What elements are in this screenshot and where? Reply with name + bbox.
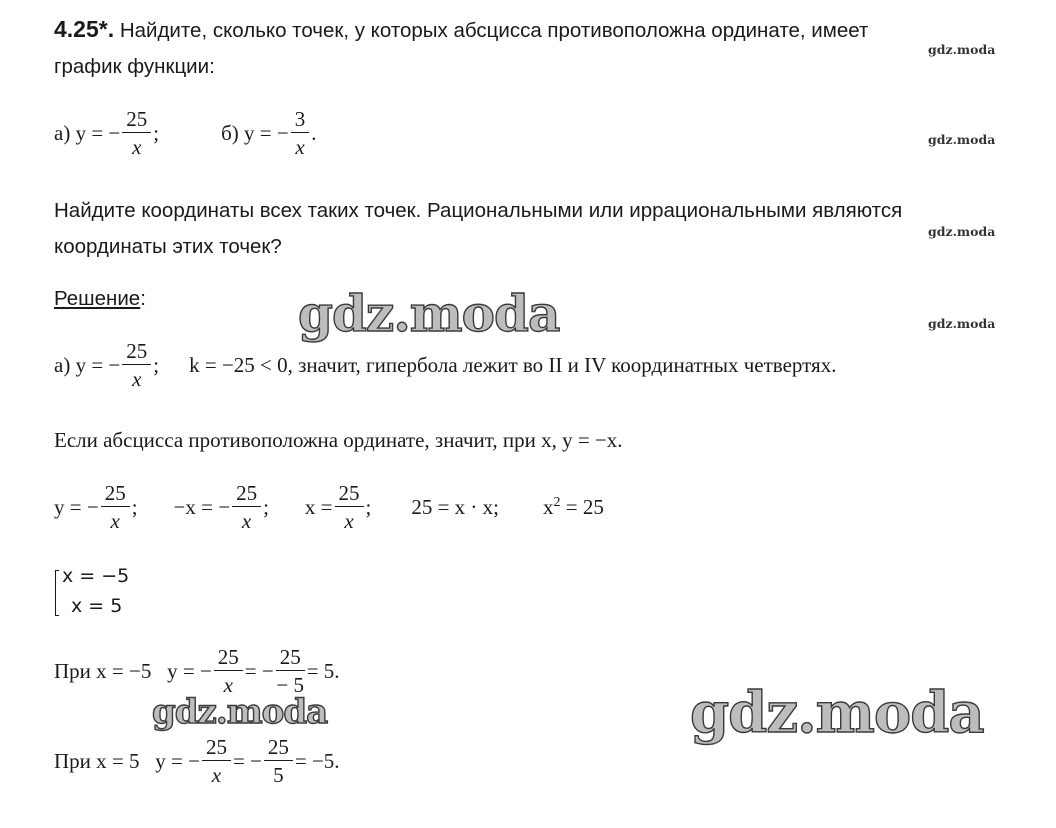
equation-1-end: ; bbox=[131, 494, 138, 519]
case-2-end: = −5. bbox=[294, 748, 340, 773]
root-2: x = 5 bbox=[71, 595, 123, 617]
solution-a-label: а) y = − bbox=[54, 352, 121, 377]
solution-a-line bbox=[54, 340, 836, 390]
solution-condition: Если абсцисса противоположна ординате, значит, при x, y = −x. bbox=[54, 428, 623, 452]
fraction-numerator: 25 bbox=[276, 646, 305, 671]
roots-bracket bbox=[55, 570, 59, 616]
fraction-denominator: − 5 bbox=[276, 673, 305, 698]
fraction-numerator: 25 bbox=[122, 108, 151, 133]
fraction-numerator: 25 bbox=[202, 736, 231, 761]
equation-1-fraction bbox=[101, 482, 130, 532]
fraction-denominator: x bbox=[223, 673, 233, 698]
solution-equations bbox=[54, 482, 604, 532]
case-2-prefix: При x = 5 y = − bbox=[54, 748, 200, 773]
solution-a-fraction bbox=[122, 340, 151, 390]
case-2-fraction-2 bbox=[264, 736, 293, 786]
equation-2-prefix: −x = − bbox=[173, 494, 231, 519]
watermark-small: gdz.moda bbox=[928, 132, 996, 147]
case-2-middle: = − bbox=[232, 748, 262, 773]
fraction-denominator: x bbox=[295, 135, 305, 160]
case-1-line bbox=[54, 646, 340, 696]
fraction-numerator: 25 bbox=[264, 736, 293, 761]
question-line-2: координаты этих точек? bbox=[54, 235, 282, 258]
case-2-line bbox=[54, 736, 340, 786]
fraction-numerator: 25 bbox=[101, 482, 130, 507]
solution-a-k-text: k = −25 < 0, значит, гипербола лежит во II и IV координатных четвертях. bbox=[189, 352, 837, 377]
equation-3-prefix: x = bbox=[304, 494, 333, 519]
case-1-prefix: При x = −5 y = − bbox=[54, 658, 212, 683]
fraction-denominator: x bbox=[241, 509, 252, 534]
equation-3-fraction bbox=[335, 482, 364, 532]
fraction-denominator: x bbox=[110, 509, 120, 534]
equation-5-base: x bbox=[543, 494, 554, 519]
case-2-fraction-1 bbox=[202, 736, 231, 786]
root-1: x = −5 bbox=[62, 565, 130, 587]
watermark-big: gdz.moda bbox=[690, 680, 984, 746]
option-a-fraction bbox=[122, 108, 151, 158]
case-1-middle: = − bbox=[244, 658, 274, 683]
equation-5-rest: = 25 bbox=[565, 494, 604, 519]
option-b-end: . bbox=[311, 120, 317, 145]
solution-heading-text: Решение bbox=[54, 287, 141, 310]
fraction-numerator: 3 bbox=[291, 108, 310, 133]
fraction-denominator: 5 bbox=[273, 763, 284, 788]
equation-4: 25 = x · x; bbox=[411, 494, 500, 519]
equation-2-end: ; bbox=[263, 494, 269, 519]
option-a-label: а) y = − bbox=[54, 120, 121, 145]
fraction-denominator: x bbox=[132, 367, 142, 392]
watermark-big: gdz.moda bbox=[298, 284, 560, 343]
case-1-fraction-1 bbox=[214, 646, 243, 696]
equation-3-end: ; bbox=[365, 494, 372, 519]
option-b-label: б) y = − bbox=[221, 120, 289, 145]
option-b-fraction bbox=[291, 108, 310, 158]
solution-heading-colon: : bbox=[140, 287, 146, 310]
fraction-denominator: x bbox=[132, 135, 142, 160]
fraction-denominator: x bbox=[211, 763, 222, 788]
case-1-end: = 5. bbox=[306, 658, 340, 683]
fraction-denominator: x bbox=[344, 509, 354, 534]
watermark-small: gdz.moda bbox=[928, 224, 996, 239]
fraction-numerator: 25 bbox=[214, 646, 243, 671]
problem-line-2: график функции: bbox=[54, 55, 215, 78]
equation-2-fraction bbox=[232, 482, 261, 532]
problem-line-1 bbox=[54, 16, 868, 43]
equation-1-prefix: y = − bbox=[54, 494, 99, 519]
case-1-fraction-2 bbox=[276, 646, 305, 696]
solution-a-semicolon: ; bbox=[153, 352, 160, 377]
problem-text-1: Найдите, сколько точек, у которых абсцисса противоположна ординате, имеет bbox=[119, 19, 869, 42]
problem-options bbox=[54, 108, 316, 158]
fraction-numerator: 25 bbox=[232, 482, 261, 507]
watermark-small: gdz.moda bbox=[928, 316, 996, 331]
solution-heading bbox=[54, 287, 146, 311]
question-line-1: Найдите координаты всех таких точек. Рациональными или иррациональными являются bbox=[54, 199, 903, 222]
equation-5-exponent: 2 bbox=[553, 494, 561, 510]
watermark-big: gdz.moda bbox=[152, 692, 328, 732]
equation-5 bbox=[543, 495, 604, 520]
option-a-end: ; bbox=[153, 120, 160, 145]
problem-number: 4.25*. bbox=[54, 16, 115, 42]
fraction-numerator: 25 bbox=[335, 482, 364, 507]
fraction-numerator: 25 bbox=[122, 340, 151, 365]
watermark-small: gdz.moda bbox=[928, 42, 996, 57]
